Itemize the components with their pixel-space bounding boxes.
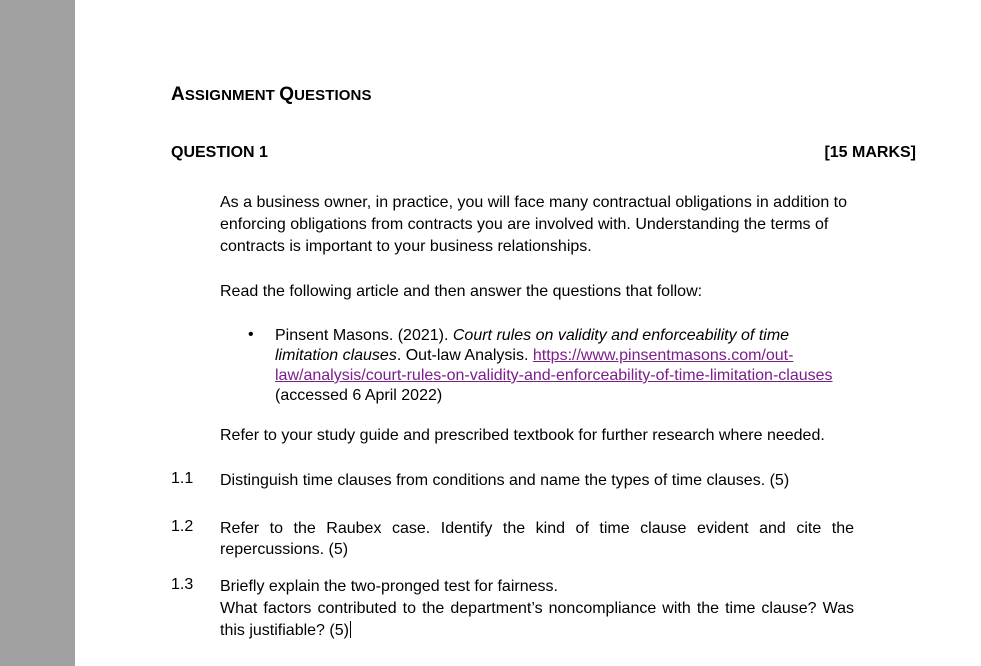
subquestion-number: 1.1 [171, 470, 194, 487]
reference-link[interactable]: https://www.pinsentmasons.com/out-law/analysis/court-rules-on-validity-and-enforceability-of-time-limitation-clauses [275, 347, 833, 384]
reference-title: Court rules on validity and enforceability of time limitation clauses [275, 327, 790, 364]
subquestion-line[interactable]: What factors contributed to the department’s noncompliance with the time clause? Was this justifiable? (5) [220, 600, 854, 639]
reference-author: Pinsent Masons. (2021). [275, 327, 453, 344]
subquestion-text: Refer to the Raubex case. Identify the kind of time clause evident and cite the repercussions. (5) [220, 520, 854, 558]
section-heading: ASSIGNMENT QUESTIONS [171, 84, 372, 105]
subquestion-line: Briefly explain the two-pronged test for fairness. [220, 578, 558, 595]
intro-paragraph: As a business owner, in practice, you will face many contractual obligations in addition to enforcing obligations from contracts you are involved with. Understanding the terms of contracts is important to your business relationships. [220, 194, 848, 255]
question-title: QUESTION 1 [171, 144, 268, 161]
subquestion-number: 1.3 [171, 576, 194, 593]
reference-entry [275, 326, 845, 406]
reference-accessed: (accessed 6 April 2022) [275, 387, 443, 404]
text-cursor [350, 621, 351, 638]
read-instruction: Read the following article and then answer the questions that follow: [220, 283, 703, 300]
refer-instruction: Refer to your study guide and prescribed textbook for further research where needed. [220, 427, 825, 444]
question-marks: [15 MARKS] [824, 144, 916, 161]
document-page [75, 0, 981, 666]
left-gutter [0, 0, 75, 666]
reference-source: . Out-law Analysis. [396, 347, 533, 364]
bullet: • [248, 326, 254, 343]
subquestion-text [220, 576, 854, 642]
subquestion-text: Distinguish time clauses from conditions and name the types of time clauses. (5) [220, 472, 790, 489]
subquestion-number: 1.2 [171, 518, 194, 535]
